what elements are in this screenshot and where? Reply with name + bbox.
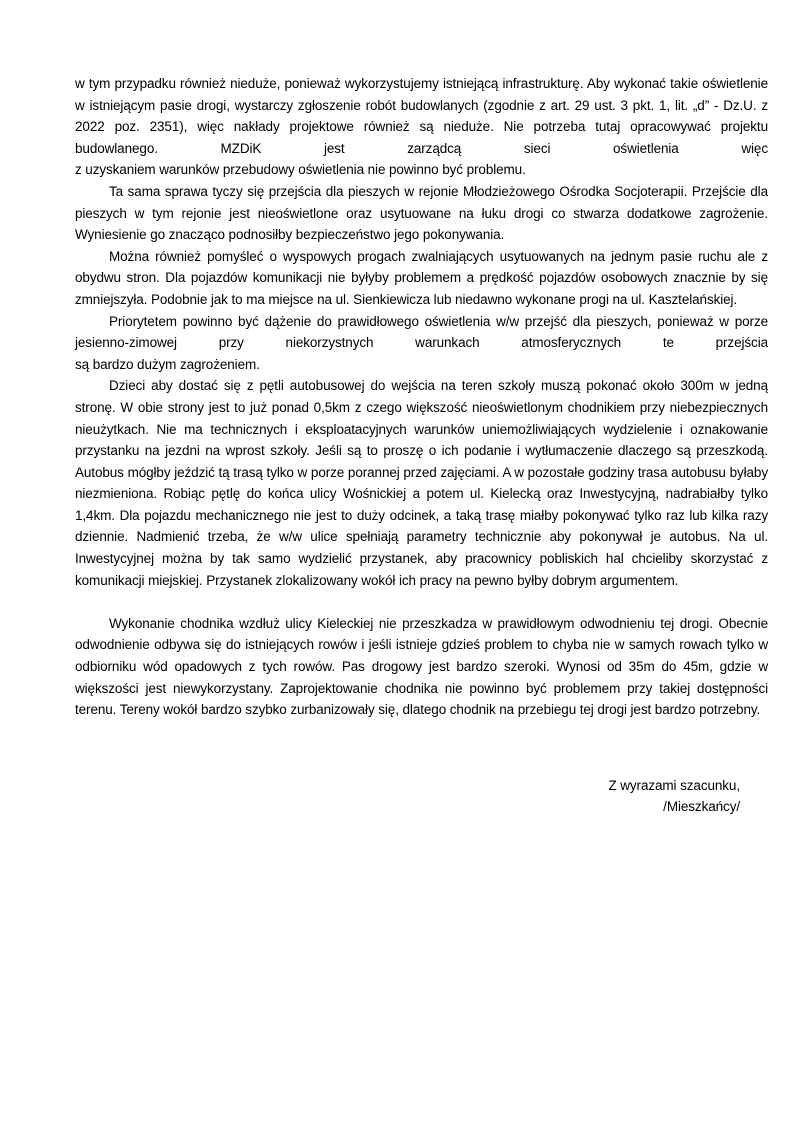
paragraph-text: Priorytetem powinno być dążenie do prawidłowego oświetlenia w/w przejść dla pieszych, ponieważ w porze jesienno-zimowej przy niekorzystnych warunkach atmosferycznych te przejścia	[75, 313, 768, 351]
paragraph-text: z uzyskaniem warunków przebudowy oświetlenia nie powinno być problemu.	[75, 162, 526, 178]
paragraph-text: Ta sama sprawa tyczy się przejścia dla pieszych w rejonie Młodzieżowego Ośrodka Socjoterapii. Przejście dla pieszych w tym rejonie jest nieoświetlone oraz usytuowane na łuku drogi co stwarza dodatkowe zagrożenie. Wyniesienie go znacząco podnosiłby bezpieczeństwo jego pokonywania.	[75, 183, 768, 243]
paragraph-text: Dzieci aby dostać się z pętli autobusowej do wejścia na teren szkoły muszą pokonać około 300m w jedną stronę. W obie strony jest to już ponad 0,5km z czego większość nieoświetlonym chodnikiem przy niebezpiecznych nieużytkach. Nie ma technicznych i eksploatacyjnych warunków uniemożliwiających wydzielenie i oznakowanie przystanku na jezdni na wprost szkoły. Jeśli są to proszę o ich podanie i wytłumaczenie dlaczego są przeszkodą. Autobus mógłby jeździć tą trasą tylko w porze porannej przed zajęciami. A w pozostałe godziny trasa autobusu byłaby niezmieniona. Robiąc pętlę do końca ulicy Wośnickiej a potem ul. Kielecką oraz Inwestycyjną, nadrabiałby tylko 1,4km. Dla pojazdu mechanicznego nie jest to duży odcinek, a taką trasę miałby pokonywać tylko raz lub kilka razy dziennie. Nadmienić trzeba, że w/w ulice spełniają parametry technicznie aby pokonywał je autobus. Na ul. Inwestycyjnej można by tak samo wydzielić przystanek, aby pracownicy pobliskich hal chcieliby skorzystać z komunikacji miejskiej. Przystanek zlokalizowany wokół ich pracy na pewno byłby dobrym argumentem.	[75, 378, 768, 588]
paragraph-text: są bardzo dużym zagrożeniem.	[75, 356, 260, 372]
closing-salutation: Z wyrazami szacunku,	[608, 777, 740, 793]
paragraph-text: w tym przypadku również nieduże, ponieważ wykorzystujemy istniejącą infrastrukturę. Aby wykonać takie oświetlenie w istniejącym pasie drogi, wystarczy zgłoszenie robót budowlanych (zgodnie z art. 29 ust. 3 pkt. 1, lit. „d” - Dz.U. z 2022 poz. 2351), więc nakłady projektowe również są nieduże. Nie potrzeba tutaj opracowywać projektu budowlanego. MZDiK jest zarządcą sieci oświetlenia więc	[75, 76, 768, 156]
paragraph-lighting-priority	[75, 311, 768, 376]
closing-signature: /Mieszkańcy/	[663, 799, 740, 815]
paragraph-sidewalk-drainage	[75, 613, 768, 721]
paragraph-speed-bumps	[75, 246, 768, 311]
paragraph-bus-route	[75, 375, 768, 591]
paragraph-text: Można również pomyśleć o wyspowych progach zwalniających usytuowanych na jednym pasie ruchu ale z obydwu stron. Dla pojazdów komunikacji nie byłyby problemem a prędkość pojazdów osobowych znacznie by się zmniejszyła. Podobnie jak to ma miejsce na ul. Sienkiewicza lub niedawno wykonane progi na ul. Kasztelańskiej.	[75, 248, 768, 307]
paragraph-text: Wykonanie chodnika wzdłuż ulicy Kieleckiej nie przeszkadza w prawidłowym odwodnieniu tej drogi. Obecnie odwodnienie odbywa się do istniejących rowów i jeśli istnieje gdzieś problem to chyba nie w samych rowach tylko w odbiorniku wód opadowych z tych rowów. Pas drogowy jest bardzo szeroki. Wynosi od 35m do 45m, gdzie w większości jest niewykorzystany. Zaprojektowanie chodnika nie powinno być problemem przy takiej dostępności terenu. Tereny wokół bardzo szybko zurbanizowały się, dlatego chodnik na przebiegu tej drogi jest bardzo potrzebny.	[75, 615, 768, 718]
paragraph-pedestrian-crossing	[75, 181, 768, 246]
closing-block	[75, 775, 768, 818]
paragraph-lighting-costs	[75, 73, 768, 181]
letter-body	[75, 73, 768, 721]
